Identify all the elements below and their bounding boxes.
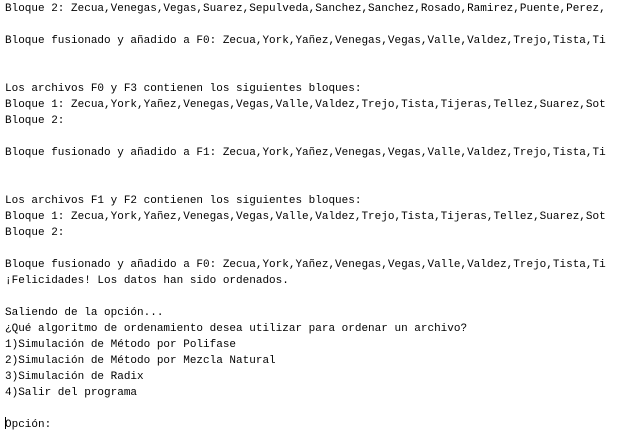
- console-line: [5, 401, 638, 417]
- console-line: Bloque 1: Zecua,York,Yañez,Venegas,Vegas,Valle,Valdez,Trejo,Tista,Tijeras,Tellez,Suarez,Sot: [5, 211, 606, 223]
- menu-option-polifase: 1)Simulación de Método por Polifase: [5, 339, 237, 351]
- console-line: [5, 161, 638, 177]
- console-line: [5, 289, 638, 305]
- console-line: Los archivos F1 y F2 contienen los siguientes bloques:: [5, 195, 362, 207]
- console-line: ¿Qué algoritmo de ordenamiento desea utilizar para ordenar un archivo?: [5, 323, 468, 335]
- menu-option-salir: 4)Salir del programa: [5, 387, 138, 399]
- console-line: [5, 177, 638, 193]
- menu-option-radix: 3)Simulación de Radix: [5, 371, 144, 383]
- console-line: [5, 17, 638, 33]
- prompt-label: Opción:: [5, 419, 52, 431]
- console-line: Saliendo de la opción...: [5, 307, 164, 319]
- console-line: Bloque 2:: [5, 115, 65, 127]
- console-line: ¡Felicidades! Los datos han sido ordenados.: [5, 275, 289, 287]
- console-line: Bloque fusionado y añadido a F0: Zecua,York,Yañez,Venegas,Vegas,Valle,Valdez,Trejo,Tista,Ti: [5, 259, 606, 271]
- console-line: Bloque fusionado y añadido a F1: Zecua,York,Yañez,Venegas,Vegas,Valle,Valdez,Trejo,Tista,Ti: [5, 147, 606, 159]
- menu-option-mezcla-natural: 2)Simulación de Método por Mezcla Natural: [5, 355, 276, 367]
- console-line: [5, 241, 638, 257]
- console-line: Bloque 2:: [5, 227, 65, 239]
- console-line: [5, 65, 638, 81]
- console-line: [5, 49, 638, 65]
- console-line: Los archivos F0 y F3 contienen los siguientes bloques:: [5, 83, 362, 95]
- console-line: [5, 129, 638, 145]
- console-line: Bloque 2: Zecua,Venegas,Vegas,Suarez,Sepulveda,Sanchez,Sanchez,Rosado,Ramirez,Puente,Perez,: [5, 3, 606, 15]
- input-prompt-line[interactable]: [5, 417, 638, 433]
- console-line: Bloque fusionado y añadido a F0: Zecua,York,Yañez,Venegas,Vegas,Valle,Valdez,Trejo,Tista,Ti: [5, 35, 606, 47]
- console-line: Bloque 1: Zecua,York,Yañez,Venegas,Vegas,Valle,Valdez,Trejo,Tista,Tijeras,Tellez,Suarez,Sot: [5, 99, 606, 111]
